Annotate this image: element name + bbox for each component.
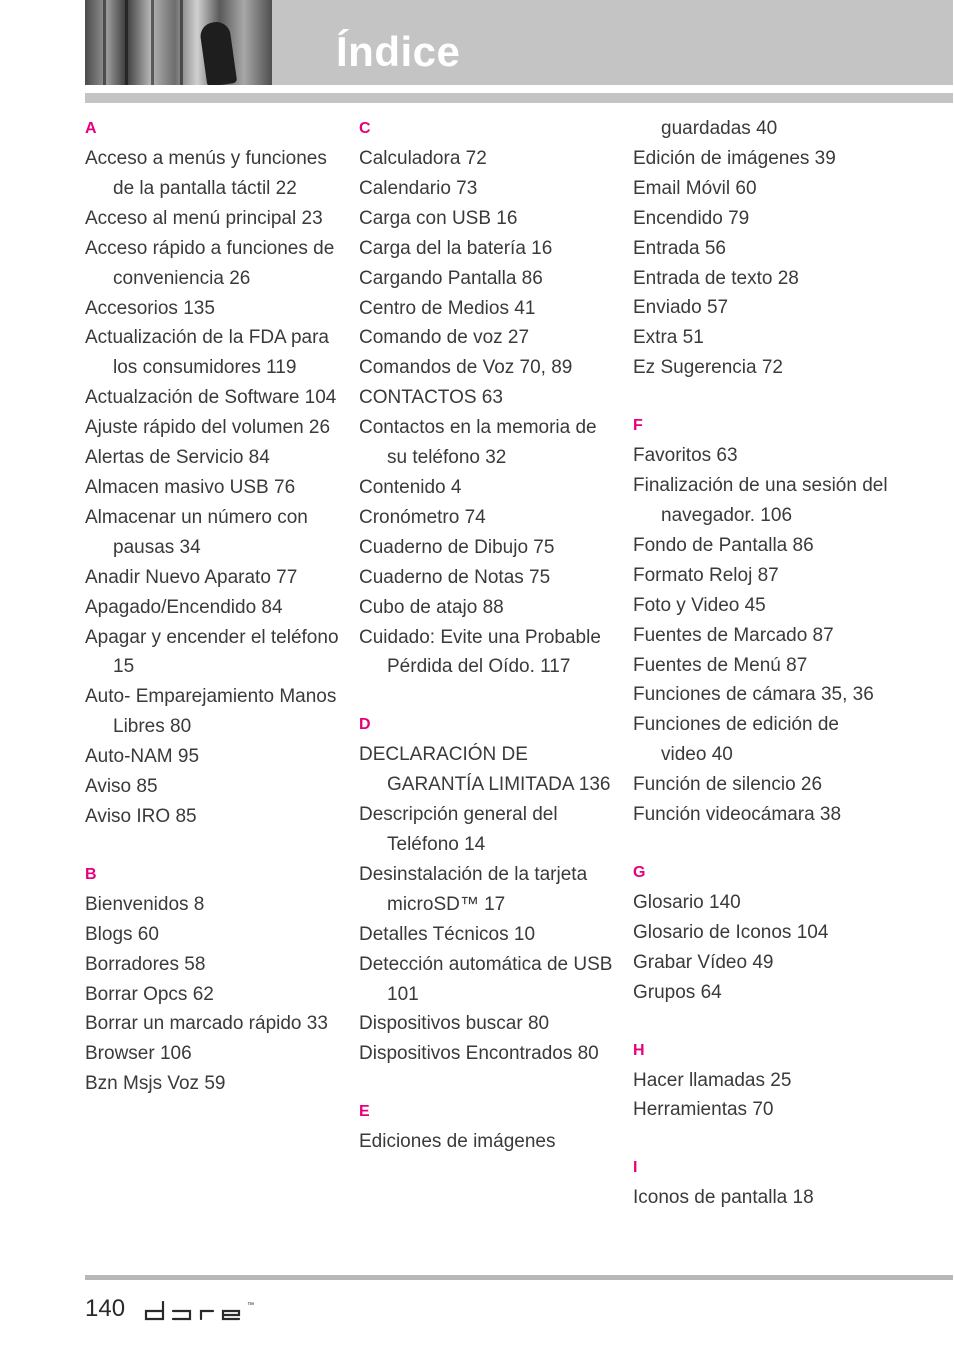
section-gap: [633, 830, 888, 858]
index-entry: Aviso IRO 85: [85, 805, 197, 827]
index-entry: Descripción general del Teléfono 14: [359, 804, 558, 856]
index-entry: Contactos en la memoria de su teléfono 32: [359, 417, 597, 469]
section-letter: C: [359, 120, 371, 137]
index-entry: Grabar Vídeo 49: [633, 951, 774, 973]
index-entry-continuation: guardadas 40: [661, 118, 778, 139]
section-letter: D: [359, 716, 371, 734]
index-column-2: [359, 114, 614, 1157]
index-entry: Dispositivos Encontrados 80: [359, 1043, 599, 1065]
index-entry: Alertas de Servicio 84: [85, 447, 270, 469]
index-entry: Fuentes de Menú 87: [633, 654, 808, 676]
index-entry: Fuentes de Marcado 87: [633, 624, 834, 646]
section-gap: [633, 383, 888, 411]
index-entry: Acceso al menú principal 23: [85, 207, 323, 229]
index-entry: Extra 51: [633, 327, 704, 349]
index-entry: Calendario 73: [359, 177, 478, 199]
trademark-mark: ™: [247, 1302, 254, 1309]
index-entry: Almacen masivo USB 76: [85, 476, 296, 498]
index-entry: Función de silencio 26: [633, 774, 823, 796]
header-divider: [85, 93, 953, 103]
index-entry: Cronómetro 74: [359, 506, 486, 528]
header-photo: [85, 0, 272, 85]
person-silhouette-icon: [199, 20, 237, 85]
index-entry: Ajuste rápido del volumen 26: [85, 417, 331, 439]
index-entry: Carga del la batería 16: [359, 237, 553, 259]
index-entry: Borrar Opcs 62: [85, 983, 214, 1005]
index-entry: Anadir Nuevo Aparato 77: [85, 566, 298, 588]
footer-divider: [85, 1275, 953, 1280]
section-gap: [359, 1069, 614, 1097]
index-entry: Dispositivos buscar 80: [359, 1013, 550, 1035]
index-entry: Cuaderno de Dibujo 75: [359, 536, 555, 558]
section-letter: E: [359, 1103, 370, 1121]
dare-wordmark-icon: [143, 1298, 261, 1322]
index-entry: Aviso 85: [85, 776, 158, 798]
index-entry: Contenido 4: [359, 476, 462, 498]
index-entry: Email Móvil 60: [633, 177, 757, 199]
index-entry: Borradores 58: [85, 953, 206, 975]
index-column-1: [85, 114, 340, 1099]
index-entry: Calculadora 72: [359, 148, 487, 169]
index-entry: Acceso a menús y funciones de la pantalla táctil 22: [85, 148, 327, 199]
index-entry: Funciones de edición de video 40: [633, 714, 839, 766]
index-entry: Glosario 140: [633, 891, 741, 913]
index-entry: Herramientas 70: [633, 1099, 774, 1121]
index-entry: DECLARACIÓN DE GARANTÍA LIMITADA 136: [359, 744, 611, 796]
index-entry: Función videocámara 38: [633, 804, 842, 826]
index-entry: Funciones de cámara 35, 36: [633, 684, 874, 706]
index-entry: Comandos de Voz 70, 89: [359, 357, 573, 379]
index-column-3: [633, 114, 888, 1213]
index-entry: Bienvenidos 8: [85, 893, 205, 915]
index-entry: Comando de voz 27: [359, 327, 530, 349]
index-entry: Ez Sugerencia 72: [633, 357, 783, 379]
section-letter: H: [633, 1041, 645, 1059]
index-entry: Desinstalación de la tarjeta microSD™ 17: [359, 863, 588, 915]
index-entry: Borrar un marcado rápido 33: [85, 1013, 328, 1035]
section-gap: [359, 682, 614, 710]
section-letter: F: [633, 417, 643, 435]
index-entry: Entrada 56: [633, 237, 726, 259]
index-entry: Cuidado: Evite una Probable Pérdida del Oído. 117: [359, 626, 601, 678]
index-entry: Blogs 60: [85, 923, 159, 945]
index-entry: Ediciones de imágenes: [359, 1131, 556, 1153]
index-entry: Actualzación de Software 104: [85, 387, 337, 409]
index-entry: Encendido 79: [633, 207, 750, 229]
index-entry: Enviado 57: [633, 297, 729, 319]
index-entry: Carga con USB 16: [359, 207, 518, 229]
index-entry: Iconos de pantalla 18: [633, 1187, 814, 1209]
index-entry: Accesorios 135: [85, 297, 215, 319]
section-letter: I: [633, 1159, 638, 1177]
index-entry: Edición de imágenes 39: [633, 147, 836, 169]
section-gap: [85, 832, 340, 860]
section-gap: [633, 1125, 888, 1153]
index-entry: Hacer llamadas 25: [633, 1069, 792, 1091]
index-entry: Cuaderno de Notas 75: [359, 566, 551, 588]
section-letter: A: [85, 120, 97, 137]
index-entry: Actualización de la FDA para los consumidores 119: [85, 327, 329, 379]
section-letter: G: [633, 863, 646, 881]
index-entry: Grupos 64: [633, 981, 722, 1003]
index-entry: Favoritos 63: [633, 445, 738, 467]
index-entry: Entrada de texto 28: [633, 267, 799, 289]
section-letter: B: [85, 865, 97, 883]
index-entry: Bzn Msjs Voz 59: [85, 1073, 226, 1095]
page-number: 140: [85, 1295, 126, 1322]
page-title: Índice: [336, 28, 461, 75]
index-entry: CONTACTOS 63: [359, 387, 503, 409]
index-entry: Cubo de atajo 88: [359, 596, 504, 618]
index-entry: Glosario de Iconos 104: [633, 921, 829, 943]
index-entry: Auto-NAM 95: [85, 746, 200, 768]
dare-logo: [143, 1298, 261, 1327]
index-entry: Browser 106: [85, 1043, 192, 1065]
section-gap: [633, 1008, 888, 1036]
index-entry: Centro de Medios 41: [359, 297, 536, 319]
index-entry: Cargando Pantalla 86: [359, 267, 543, 289]
index-entry: Foto y Video 45: [633, 594, 766, 616]
index-entry: Acceso rápido a funciones de conveniencia 26: [85, 237, 335, 289]
index-entry: Detalles Técnicos 10: [359, 923, 536, 945]
index-entry: Detección automática de USB 101: [359, 953, 613, 1005]
index-entry: Apagado/Encendido 84: [85, 596, 283, 618]
index-entry: Formato Reloj 87: [633, 564, 779, 586]
index-entry: Finalización de una sesión del navegador. 106: [633, 475, 888, 526]
index-entry: Almacenar un número con pausas 34: [85, 506, 308, 558]
index-entry: Fondo de Pantalla 86: [633, 534, 814, 556]
index-entry: Apagar y encender el teléfono 15: [85, 626, 339, 678]
index-entry: Auto- Emparejamiento Manos Libres 80: [85, 686, 337, 738]
